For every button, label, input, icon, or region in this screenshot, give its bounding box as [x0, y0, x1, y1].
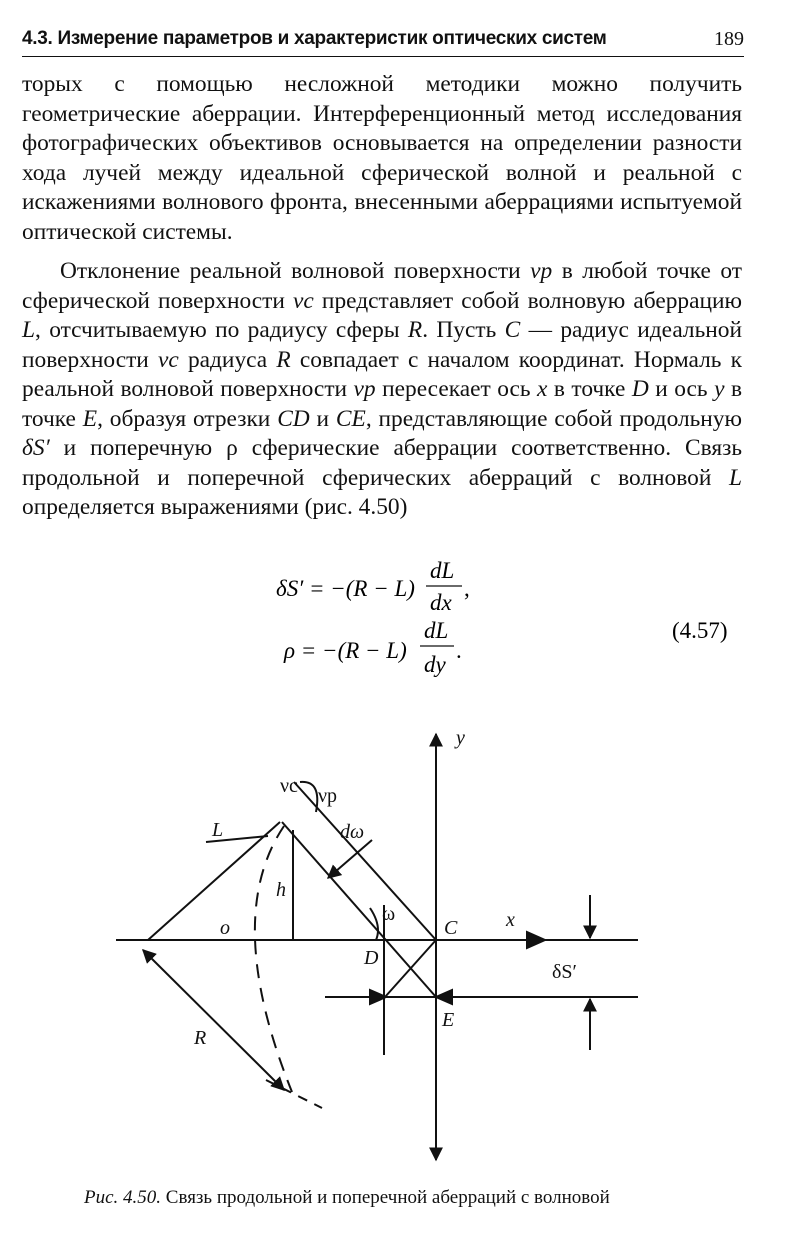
arrowhead-E: [436, 990, 452, 1004]
formula-line1-lhs: δS′ = −(R − L): [276, 576, 415, 601]
paragraph-2: [22, 257, 742, 523]
wavefront-lower: [266, 1080, 322, 1108]
label-vp: νр: [318, 785, 338, 807]
symbol-R: R: [276, 346, 291, 373]
symbol-L: L: [728, 464, 742, 491]
text: представляет собой волновую аберрацию: [313, 287, 742, 314]
symbol-vp: νр: [530, 258, 553, 284]
figure-svg: [100, 720, 660, 1175]
label-D: D: [364, 947, 379, 969]
symbol-C: C: [504, 317, 521, 343]
page-number: 189: [714, 28, 744, 50]
text: и ось: [648, 376, 715, 402]
text: совпадает с началом координат. Нормаль к реальной волновой поверхности: [22, 346, 742, 402]
formula-line2-den: dy: [424, 652, 446, 677]
text: радиуса: [178, 346, 277, 373]
label-vc: νс: [280, 775, 298, 797]
label-o: o: [220, 917, 230, 939]
text: в точке: [547, 376, 632, 402]
label-h: h: [276, 879, 286, 901]
text: в любой точке от сферической поверхности: [22, 258, 742, 314]
text: и: [309, 405, 336, 432]
formula-line2-end: .: [456, 638, 462, 663]
text: определяется выражениями (рис. 4.50): [22, 494, 408, 520]
symbol-x: x: [537, 376, 548, 402]
x-axis-arrowhead: [527, 932, 545, 948]
text: и поперечную ρ сферические аберрации соответственно. Связь продольной и поперечной сферических аберраций с волновой: [22, 435, 742, 491]
caption-text: Связь продольной и поперечной аберраций с волновой: [161, 1187, 610, 1208]
symbol-R: R: [407, 317, 423, 343]
symbol-CD: CD: [277, 405, 310, 432]
symbol-dS: δS′: [22, 435, 50, 461]
formula-svg: [22, 558, 744, 688]
text: в точке: [22, 376, 742, 432]
symbol-vp: νр: [353, 376, 376, 402]
symbol-L: L: [22, 317, 36, 343]
symbol-vc: νс: [158, 346, 179, 373]
formula-line2-num: dL: [424, 618, 449, 643]
caption-number: Рис. 4.50.: [84, 1187, 162, 1208]
label-dS: δS′: [552, 961, 577, 983]
paragraph-1: торых с помощью несложной методики можно получить геометрические аберрации. Интерференционный метод исследования фотографических объективов основывается на определении разности хода лучей между идеальной сферической волной и реальной с искажениями волнового фронта, внесенными аберрациями испытуемой оптической системы.: [22, 71, 742, 245]
figure-4-50: [100, 720, 660, 1180]
normal-line: [282, 822, 436, 997]
figure-caption: [84, 1187, 610, 1209]
running-header: [22, 22, 744, 57]
label-y: y: [456, 727, 465, 749]
label-domega: dω: [340, 821, 365, 843]
text: пересекает ось: [375, 376, 538, 402]
body-text: [22, 70, 742, 523]
text: — радиус идеальной поверхности: [22, 317, 742, 373]
formula-line1-den: dx: [430, 590, 452, 615]
label-omega: ω: [382, 903, 396, 925]
symbol-vc: νс: [293, 287, 314, 314]
label-L: L: [212, 819, 224, 841]
formula-line1-num: dL: [430, 558, 455, 583]
wavefront-vc: [255, 826, 292, 1092]
label-R: R: [194, 1027, 207, 1049]
label-C: C: [444, 917, 458, 939]
label-E: E: [442, 1009, 455, 1031]
text: , отсчитываемую по радиусу сферы: [35, 317, 408, 343]
text: , представляющие собой продольную: [365, 405, 742, 432]
symbol-E: E: [82, 405, 98, 432]
formula-number: (4.57): [672, 618, 728, 643]
text: , образуя отрезки: [97, 405, 278, 432]
formula-line2-lhs: ρ = −(R − L): [284, 638, 407, 663]
text: Отклонение реальной волновой поверхности: [60, 258, 531, 284]
symbol-D: D: [631, 376, 649, 402]
R-dimension: [143, 950, 284, 1090]
symbol-CE: CE: [335, 405, 366, 432]
formula-4-57: [22, 558, 744, 688]
section-title: 4.3. Измерение параметров и характеристик оптических систем: [22, 28, 607, 49]
symbol-y: y: [714, 376, 725, 402]
text: . Пусть: [422, 317, 505, 343]
formula-line1-end: ,: [464, 576, 470, 601]
label-x: x: [506, 909, 515, 931]
